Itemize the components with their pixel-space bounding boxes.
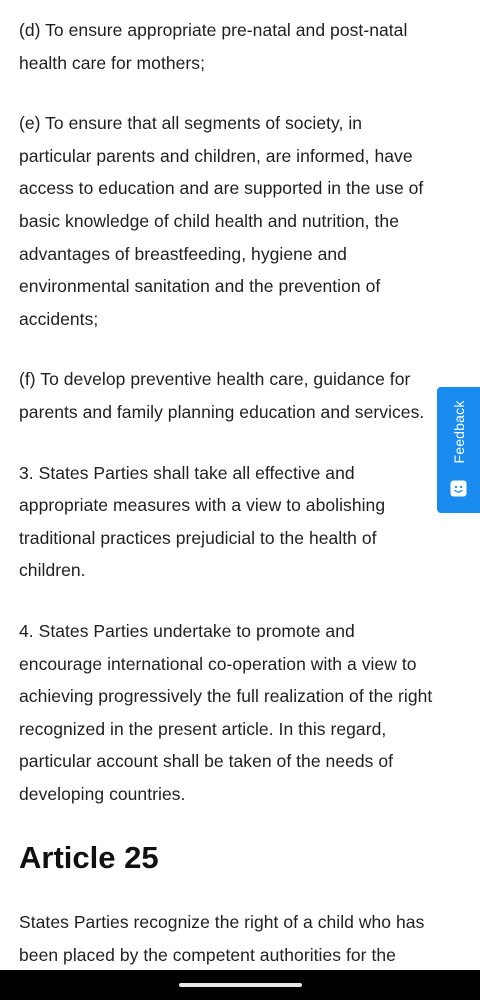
home-indicator[interactable]: [179, 983, 302, 987]
feedback-label: Feedback: [450, 400, 467, 464]
paragraph-article-25: States Parties recognize the right of a child who has been placed by the competent authorities for the: [19, 912, 425, 966]
feedback-smiley-icon: [450, 480, 467, 497]
paragraph-4: 4. States Parties undertake to promote and encourage international co-operation with a view to achieving progressively the full realization of the right recognized in the present article. In this regard, particular account shall be taken of the needs of developing countries.: [19, 620, 433, 804]
paragraph-e: (e) To ensure that all segments of society, in particular parents and children, are informed, have access to education and are supported in the use of basic knowledge of child health and nutrition, the advantages of breastfeeding, hygiene and environmental sanitation and the prevention of accidents;: [19, 113, 424, 329]
navigation-bar: [0, 970, 480, 1000]
paragraph-3: 3. States Parties shall take all effective and appropriate measures with a view to abolishing traditional practices prejudicial to the health of children.: [19, 462, 386, 581]
feedback-button[interactable]: [437, 387, 480, 513]
paragraph-f: (f) To develop preventive health care, guidance for parents and family planning education and services.: [19, 369, 425, 422]
article-content: [19, 14, 480, 1000]
paragraph-d: (d) To ensure appropriate pre-natal and post-natal health care for mothers;: [19, 20, 408, 73]
article-heading: Article 25: [19, 840, 159, 876]
